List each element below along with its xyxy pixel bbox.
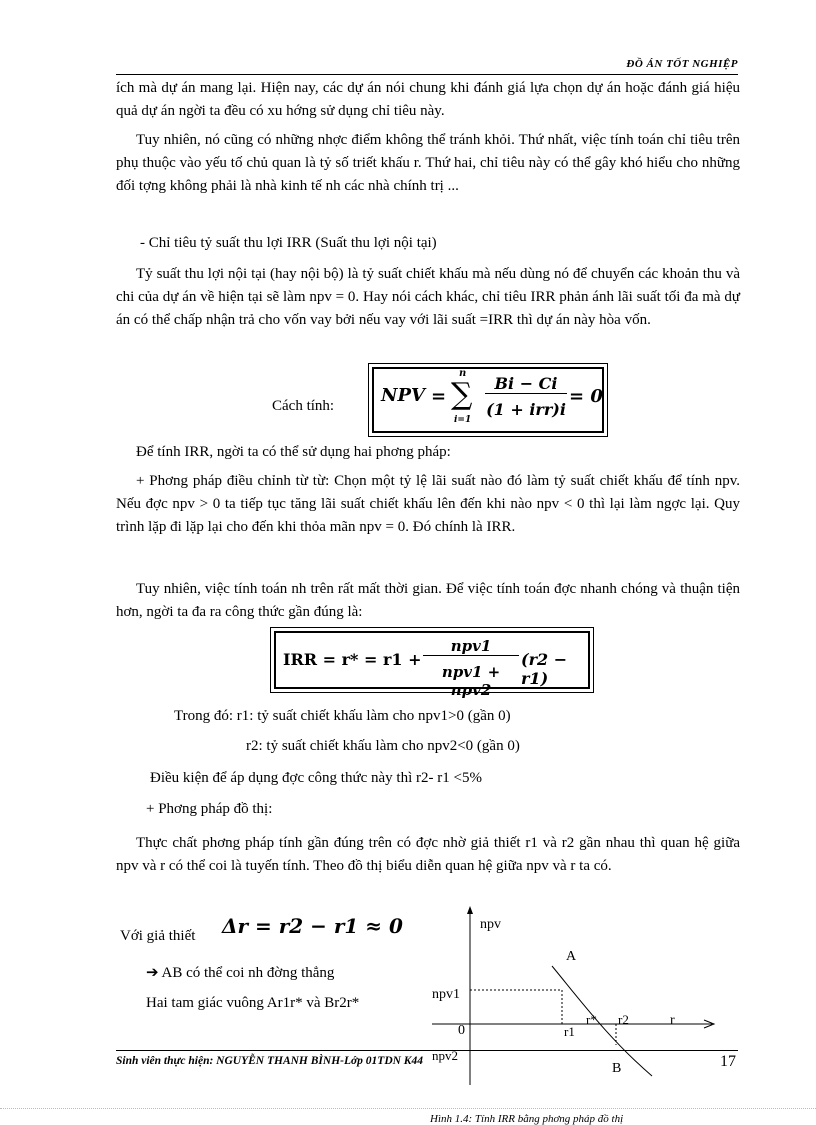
page-number: 17 [720,1053,736,1070]
irr-lhs: IRR = r* = r1 + [283,650,422,669]
y-axis-arrow-icon [467,906,473,914]
footer-student: Sinh viên thực hiện: NGUYỄN THANH BÌNH-Lớp 01TDN K44 [116,1055,423,1067]
npv2-label: npv2 [432,1048,458,1063]
paragraph-6: + Phơng pháp điều chỉnh từ từ: Chọn một tỷ lệ lãi suất nào đó làm tỷ suất chiết khấu để tính npv. Nếu đợc npv > 0 ta tiếp tục tăng lãi suất chiết khấu lên đến khi nào npv < 0 thì lại làm ngợc lại. Quy trình lặp đi lặp lại cho đến khi thỏa mãn npv = 0. Đó chính là IRR. [116,473,740,535]
irr-tail: (r2 − r1) [521,650,568,688]
irr-numerator: npv1 [423,637,519,656]
npv-rhs: = 0 [569,386,603,407]
arrow-icon: ➔ [146,965,159,981]
r1-label: r1 [564,1024,575,1039]
sum-upper: n [459,368,467,379]
npv-formula-box [368,363,608,437]
npv-numerator: Bi − Ci [485,374,567,394]
paragraph-9: Thực chất phơng pháp tính gần đúng trên có đợc nhờ giả thiết r1 và r2 gần nhau thì quan hệ giữa npv và r có thể coi là tuyến tính. Theo đồ thị biểu diễn quan hệ giữa npv và r ta có. [116,835,740,874]
figure-caption: Hình 1.4: Tính IRR bằng phơng pháp đồ thị [430,1113,624,1125]
zero-label: 0 [458,1023,465,1038]
page-break-line [0,1108,816,1109]
npv-curve [552,966,652,1076]
x-axis-label: r [670,1013,675,1028]
paragraph-4: Tỷ suất thu lợi nội tại (hay nội bộ) là tỷ suất chiết khấu mà nếu dùng nó để chuyển các khoản thu và chi của dự án về hiện tại sẽ làm npv = 0. Hay nói cách khác, chỉ tiêu IRR phản ánh lãi suất tối đa mà dự án có thể chấp nhận trả cho vốn vay bởi nếu vay với lãi suất =IRR thì dự án này hòa vốn. [116,266,740,328]
npv-graph [420,900,740,1085]
assumption-label: Với giả thiết [120,928,196,944]
npv1-label: npv1 [432,987,460,1002]
point-b-label: B [612,1061,622,1076]
calc-label: Cách tính: [272,398,335,414]
paragraph-2: Tuy nhiên, nó cũng có những nhợc điểm không thể tránh khỏi. Thứ nhất, việc tính toán chỉ tiêu trên phụ thuộc vào yếu tố chủ quan là tỷ số triết khấu r. Thứ hai, chỉ tiêu này có thể gây khó hiểu cho những đối tợng không phải là nhà kinh tế nh các nhà chính trị ... [116,132,740,194]
header-rule [116,74,738,75]
graph-method-heading: + Phơng pháp đồ thị: [146,801,273,817]
condition-line: Điều kiện để áp dụng đợc công thức này thì r2- r1 <5% [150,770,482,786]
npv-lhs: NPV [381,385,425,406]
paragraph-1: ích mà dự án mang lại. Hiện nay, các dự án nói chung khi đánh giá lựa chọn dự án hoặc đánh giá hiệu quả dự án ngời ta đều có xu hớng sử dụng chỉ tiêu này. [116,80,740,119]
npv-denominator: (1 + irr)i [486,400,566,419]
header-title: ĐỒ ÁN TỐT NGHIỆP [626,58,738,70]
point-a-label: A [566,949,577,964]
sum-lower: i=1 [454,415,472,425]
delta-formula: Δr = r2 − r1 ≈ 0 [222,914,403,938]
paragraph-5: Để tính IRR, ngời ta có thể sử dụng hai phơng pháp: [136,444,451,460]
r2-label: r2 [618,1012,629,1027]
where-line-2: r2: tỷ suất chiết khấu làm cho npv2<0 (gần 0) [246,738,520,754]
sum-symbol: ∑ [451,377,473,412]
irr-formula-box [270,627,594,699]
rstar-label: r* [586,1012,597,1027]
irr-denominator: npv1 + npv2 [441,663,501,699]
where-line-1: Trong đó: r1: tỷ suất chiết khấu làm cho npv1>0 (gần 0) [174,708,511,724]
ab-line-text: ➔ AB có thể coi nh đờng thẳng [146,965,335,981]
equals-sign: = [431,386,447,407]
paragraph-7: Tuy nhiên, việc tính toán nh trên rất mất thời gian. Để việc tính toán đợc nhanh chóng và thuận tiện hơn, ngời ta đa ra công thức gần đúng là: [116,581,740,620]
y-axis-label: npv [480,917,501,932]
triangles-text: Hai tam giác vuông Ar1r* và Br2r* [146,995,360,1011]
footer-rule [116,1050,738,1051]
paragraph-irr-heading: - Chỉ tiêu tỷ suất thu lợi IRR (Suất thu lợi nội tại) [140,235,437,251]
